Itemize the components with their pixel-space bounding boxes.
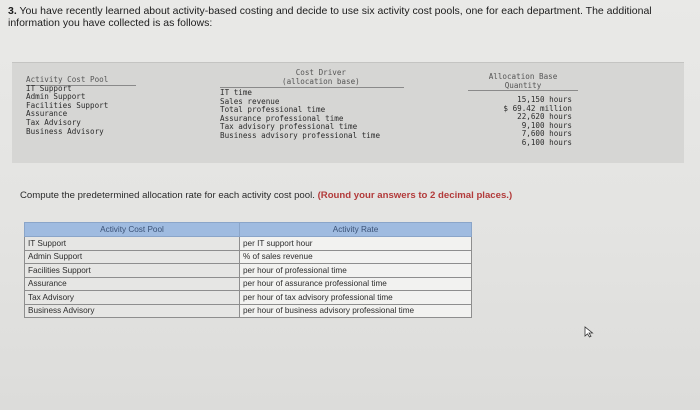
table-row (25, 250, 472, 264)
driver-header-line-1: Cost Driver (295, 68, 347, 77)
instruction-highlight: (Round your answers to 2 decimal places.) (317, 190, 513, 201)
rate-table (24, 222, 472, 318)
alloc-header-line-1: Allocation Base (488, 72, 558, 81)
rate-row-pool: Tax Advisory (25, 291, 240, 305)
question-text (8, 5, 688, 29)
driver-header (282, 69, 360, 86)
driver-column (220, 89, 380, 141)
info-row-pool: IT Support (26, 83, 72, 93)
table-row (25, 291, 472, 305)
pool-header: Activity Cost Pool (26, 75, 109, 84)
info-row-driver: Business advisory professional time (220, 130, 381, 140)
info-row-quantity: 9,100 hours (521, 120, 572, 130)
info-row-quantity: $ 69.42 million (503, 103, 572, 113)
alloc-header-line-2: Quantity (504, 80, 542, 90)
alloc-header (468, 73, 578, 90)
rate-header-rate: Activity Rate (240, 223, 472, 237)
driver-header-line-2: (allocation base) (282, 76, 360, 86)
info-row-pool: Facilities Support (26, 100, 109, 110)
table-row (25, 304, 472, 318)
question-body: You have recently learned about activity-based costing and decide to use six activity cost pools, one for each department. The additional information you have collected is as follows: (8, 5, 652, 29)
rate-input-cell[interactable]: % of sales revenue (240, 250, 472, 264)
info-row-pool: Admin Support (26, 92, 86, 102)
info-row-quantity: 6,100 hours (521, 137, 572, 147)
info-row-pool: Assurance (26, 109, 68, 119)
table-row (25, 237, 472, 251)
info-row-quantity: 7,600 hours (521, 129, 572, 139)
mouse-cursor-icon (584, 326, 594, 338)
pool-column (26, 76, 108, 136)
instruction (20, 190, 512, 201)
rate-input-cell[interactable]: per hour of tax advisory professional time (240, 291, 472, 305)
rate-row-pool: Admin Support (25, 250, 240, 264)
rate-row-pool: IT Support (25, 237, 240, 251)
info-row-pool: Tax Advisory (26, 117, 81, 127)
rate-header-pool: Activity Cost Pool (25, 223, 240, 237)
rate-row-pool: Business Advisory (25, 304, 240, 318)
info-row-pool: Business Advisory (26, 126, 104, 136)
rate-input-cell[interactable]: per hour of professional time (240, 264, 472, 278)
rate-row-pool: Assurance (25, 277, 240, 291)
rate-row-pool: Facilities Support (25, 264, 240, 278)
info-row-quantity: 15,150 hours (517, 95, 572, 104)
table-row (25, 277, 472, 291)
rate-input-cell[interactable]: per hour of assurance professional time (240, 277, 472, 291)
question-number: 3. (8, 5, 17, 17)
rate-input-cell[interactable]: per hour of business advisory professional time (240, 304, 472, 318)
info-row-quantity: 22,620 hours (517, 112, 572, 122)
info-row-driver: IT time (220, 88, 253, 97)
info-row-driver: Assurance professional time (220, 113, 344, 123)
instruction-text: Compute the predetermined allocation rate for each activity cost pool. (20, 190, 315, 201)
alloc-header-rule (468, 90, 578, 91)
info-row-driver: Tax advisory professional time (220, 122, 358, 132)
rate-table-header (25, 223, 472, 237)
quantity-column (472, 96, 572, 148)
info-table (12, 62, 684, 163)
rate-input-cell[interactable]: per IT support hour (240, 237, 472, 251)
table-row (25, 264, 472, 278)
info-row-driver: Sales revenue (220, 96, 280, 106)
info-row-driver: Total professional time (220, 105, 326, 115)
